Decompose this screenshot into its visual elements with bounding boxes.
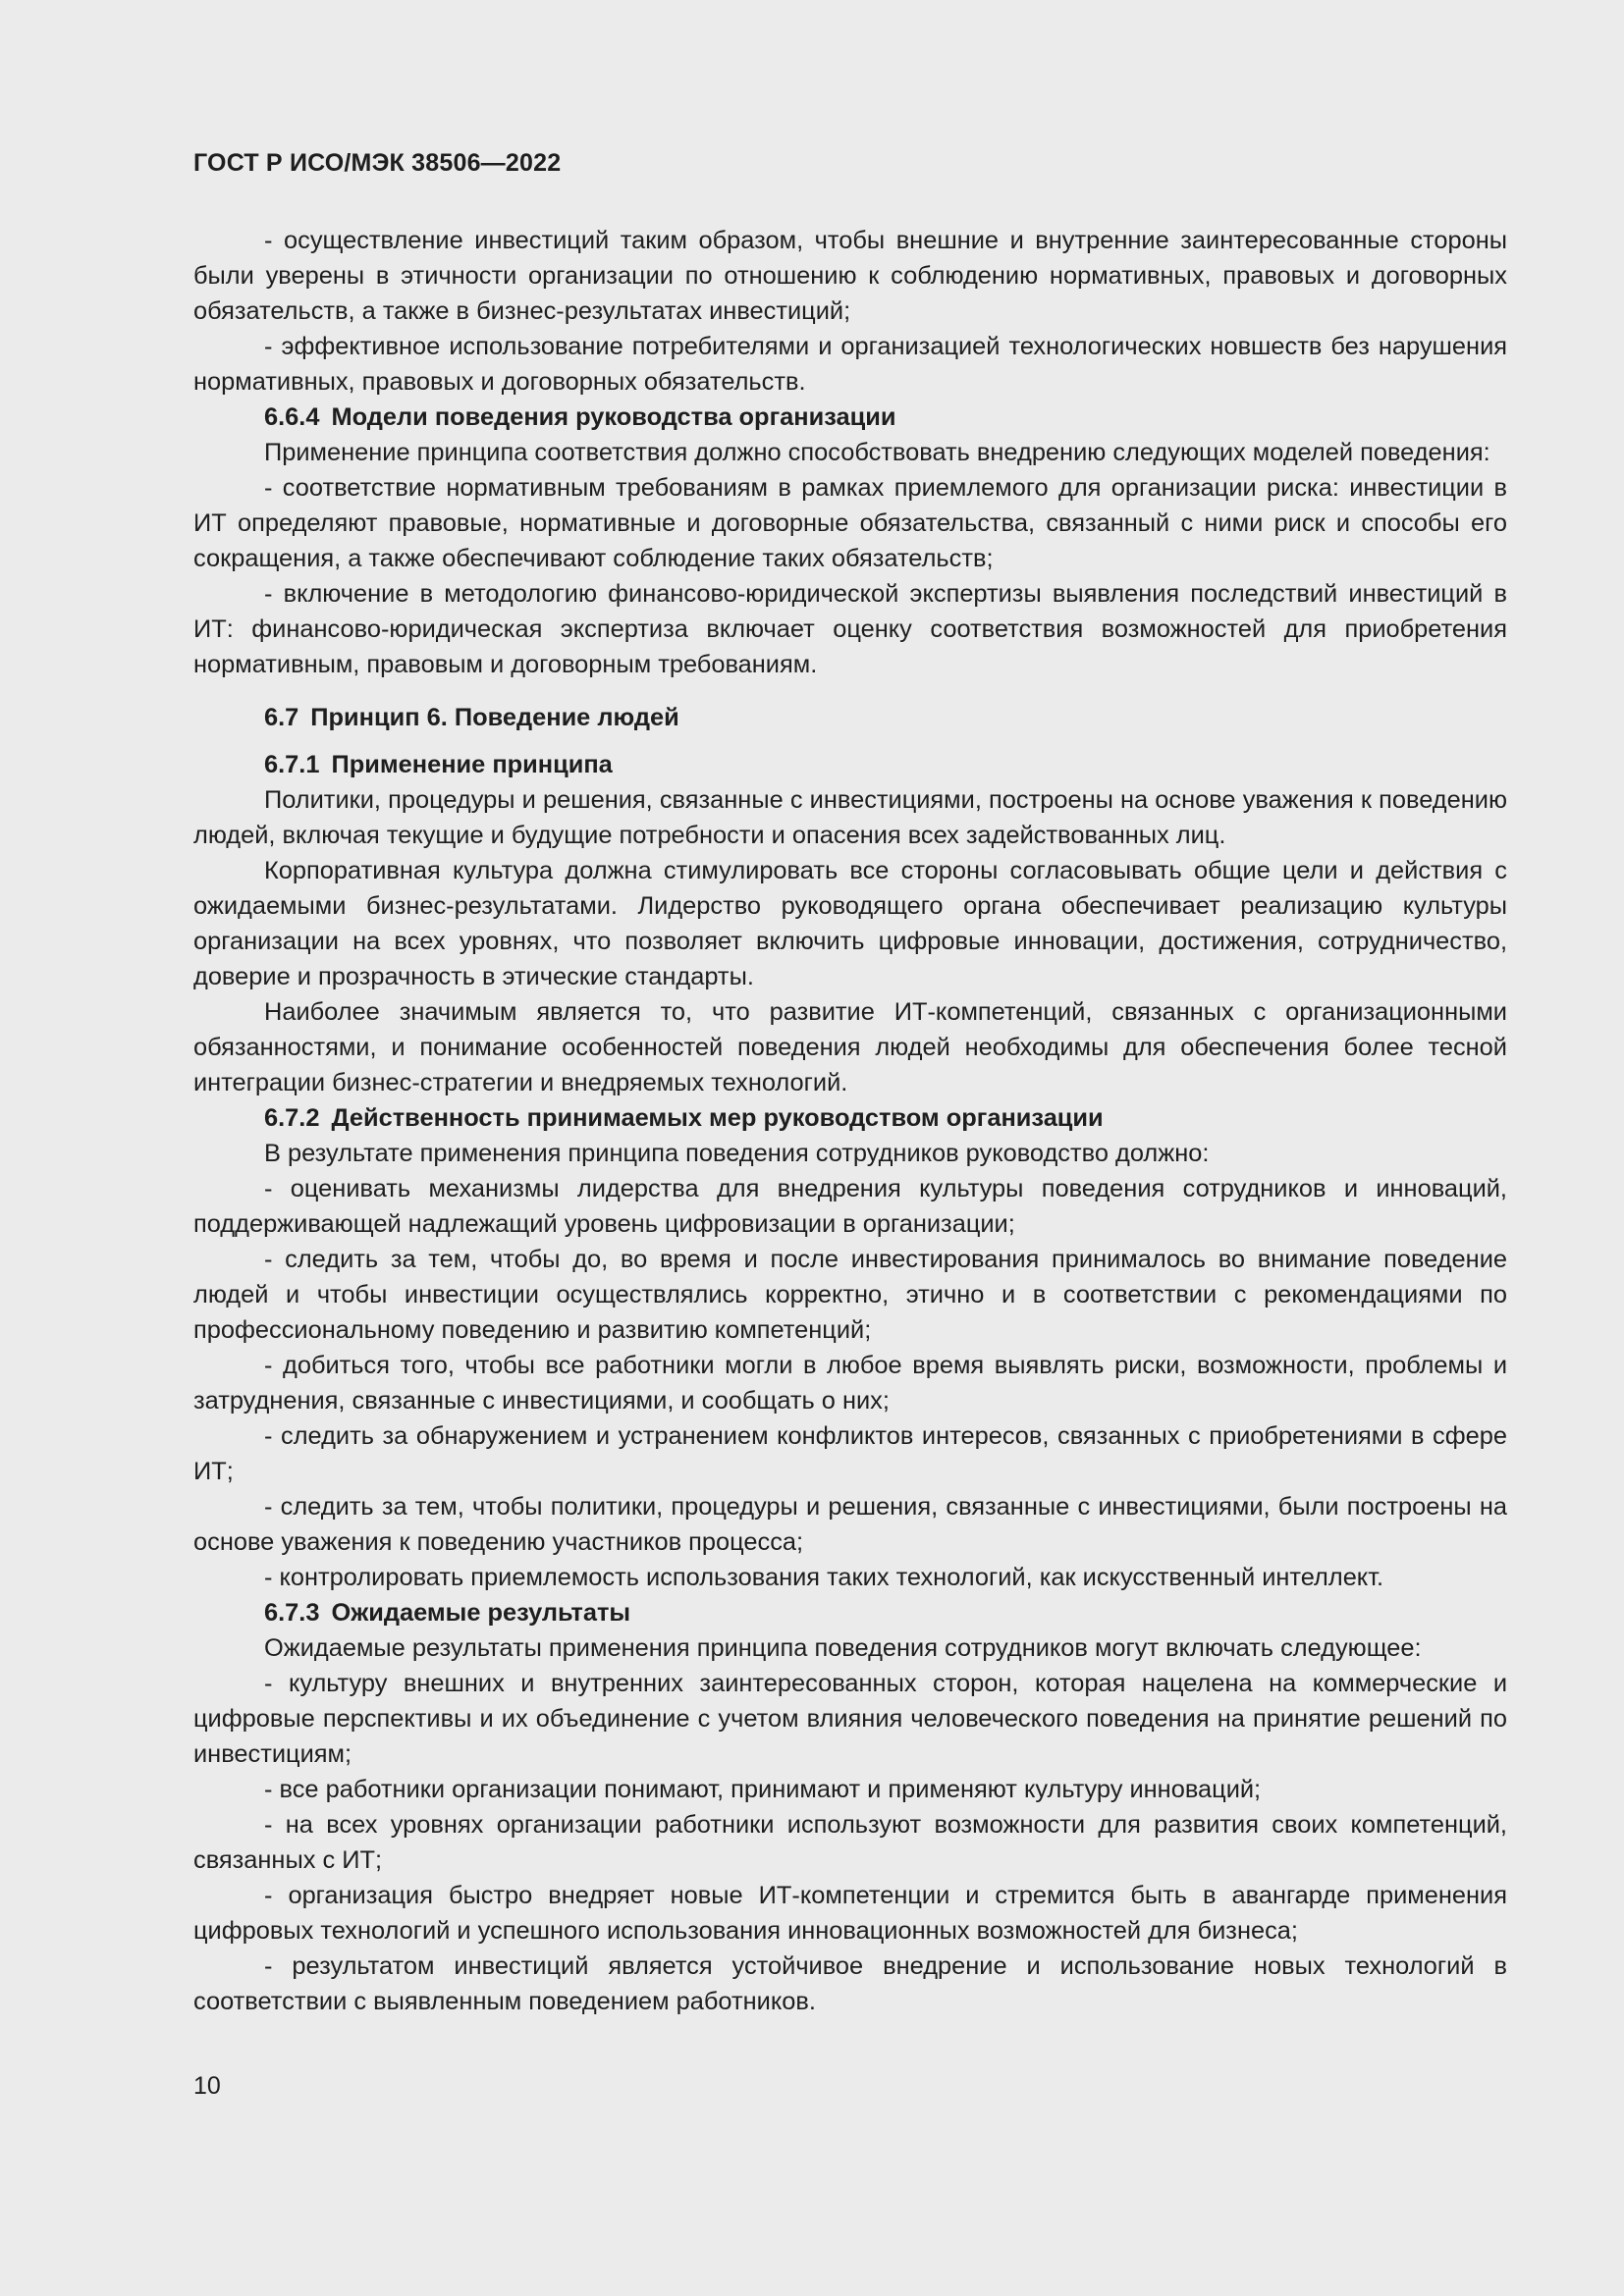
- paragraph: - оценивать механизмы лидерства для внедрения культуры поведения сотрудников и инноваций, поддерживающей надлежащий уровень цифровизации в организации;: [193, 1175, 1507, 1238]
- section-number: 6.7.3: [264, 1599, 320, 1627]
- section-number: 6.7.2: [264, 1104, 320, 1132]
- paragraph: Наиболее значимым является то, что развитие ИТ-компетенций, связанных с организационными обязанностями, и понимание особенностей поведения людей необходимы для обеспечения более тесной интеграции бизнес-стратегии и внедряемых технологий.: [193, 998, 1507, 1096]
- paragraph: - соответствие нормативным требованиям в рамках приемлемого для организации риска: инвестиции в ИТ определяют правовые, нормативные и договорные обязательства, связанный с ними риск и способы его сокращения, а также обеспечивают соблюдение таких обязательств;: [193, 474, 1507, 572]
- paragraph: - культуру внешних и внутренних заинтересованных сторон, которая нацелена на коммерческие и цифровые перспективы и их объединение с учетом влияния человеческого поведения на принятие решений по инвестициям;: [193, 1670, 1507, 1768]
- section-heading-6-7-2: [193, 1100, 1507, 1136]
- paragraph: - эффективное использование потребителями и организацией технологических новшеств без нарушения нормативных, правовых и договорных обязательств.: [193, 333, 1507, 396]
- paragraph: - следить за тем, чтобы политики, процедуры и решения, связанные с инвестициями, были построены на основе уважения к поведению участников процесса;: [193, 1493, 1507, 1556]
- paragraph: - добиться того, чтобы все работники могли в любое время выявлять риски, возможности, проблемы и затруднения, связанные с инвестициями, и сообщать о них;: [193, 1352, 1507, 1415]
- section-heading-6-7-3: [193, 1595, 1507, 1630]
- paragraph: - результатом инвестиций является устойчивое внедрение и использование новых технологий в соответствии с выявленным поведением работников.: [193, 1952, 1507, 2015]
- paragraph: - включение в методологию финансово-юридической экспертизы выявления последствий инвестиций в ИТ: финансово-юридическая экспертиза включает оценку соответствия возможностей для приобретения нормативным, правовым и договорным требованиям.: [193, 580, 1507, 678]
- section-title: Применение принципа: [331, 751, 613, 778]
- section-title: Ожидаемые результаты: [331, 1599, 631, 1627]
- section-title: Модели поведения руководства организации: [331, 403, 896, 431]
- section-number: 6.6.4: [264, 403, 320, 431]
- paragraph: - контролировать приемлемость использования таких технологий, как искусственный интеллект.: [264, 1564, 1384, 1591]
- paragraph: - осуществление инвестиций таким образом, чтобы внешние и внутренние заинтересованные стороны были уверены в этичности организации по отношению к соблюдению нормативных, правовых и договорных обязательств, а также в бизнес-результатах инвестиций;: [193, 227, 1507, 325]
- section-number: 6.7.1: [264, 751, 320, 778]
- paragraph: В результате применения принципа поведения сотрудников руководство должно:: [264, 1140, 1210, 1167]
- section-heading-6-7: [193, 700, 1507, 735]
- section-heading-6-6-4: [193, 400, 1507, 435]
- paragraph: Применение принципа соответствия должно способствовать внедрению следующих моделей поведения:: [264, 439, 1490, 466]
- paragraph: - организация быстро внедряет новые ИТ-компетенции и стремится быть в авангарде применения цифровых технологий и успешного использования инновационных возможностей для бизнеса;: [193, 1882, 1507, 1945]
- section-title: Действенность принимаемых мер руководством организации: [331, 1104, 1104, 1132]
- paragraph: - все работники организации понимают, принимают и применяют культуру инноваций;: [264, 1776, 1262, 1803]
- running-header: ГОСТ Р ИСО/МЭК 38506—2022: [193, 149, 562, 177]
- section-title: Принцип 6. Поведение людей: [310, 704, 679, 731]
- paragraph: - следить за тем, чтобы до, во время и после инвестирования принималось во внимание поведение людей и чтобы инвестиции осуществлялись корректно, этично и в соответствии с рекомендациями по профессиональному поведению и развитию компетенций;: [193, 1246, 1507, 1344]
- paragraph: Корпоративная культура должна стимулировать все стороны согласовывать общие цели и действия с ожидаемыми бизнес-результатами. Лидерство руководящего органа обеспечивает реализацию культуры организации на всех уровнях, что позволяет включить цифровые инновации, достижения, сотрудничество, доверие и прозрачность в этические стандарты.: [193, 857, 1507, 990]
- section-number: 6.7: [264, 704, 299, 731]
- paragraph: - на всех уровнях организации работники используют возможности для развития своих компетенций, связанных с ИТ;: [193, 1811, 1507, 1874]
- page-content: [193, 223, 1507, 2019]
- paragraph: - следить за обнаружением и устранением конфликтов интересов, связанных с приобретениями в сфере ИТ;: [193, 1422, 1507, 1485]
- page-number: 10: [193, 2072, 221, 2100]
- paragraph: Политики, процедуры и решения, связанные с инвестициями, построены на основе уважения к поведению людей, включая текущие и будущие потребности и опасения всех задействованных лиц.: [193, 786, 1507, 849]
- paragraph: Ожидаемые результаты применения принципа поведения сотрудников могут включать следующее:: [264, 1634, 1422, 1662]
- section-heading-6-7-1: [193, 747, 1507, 782]
